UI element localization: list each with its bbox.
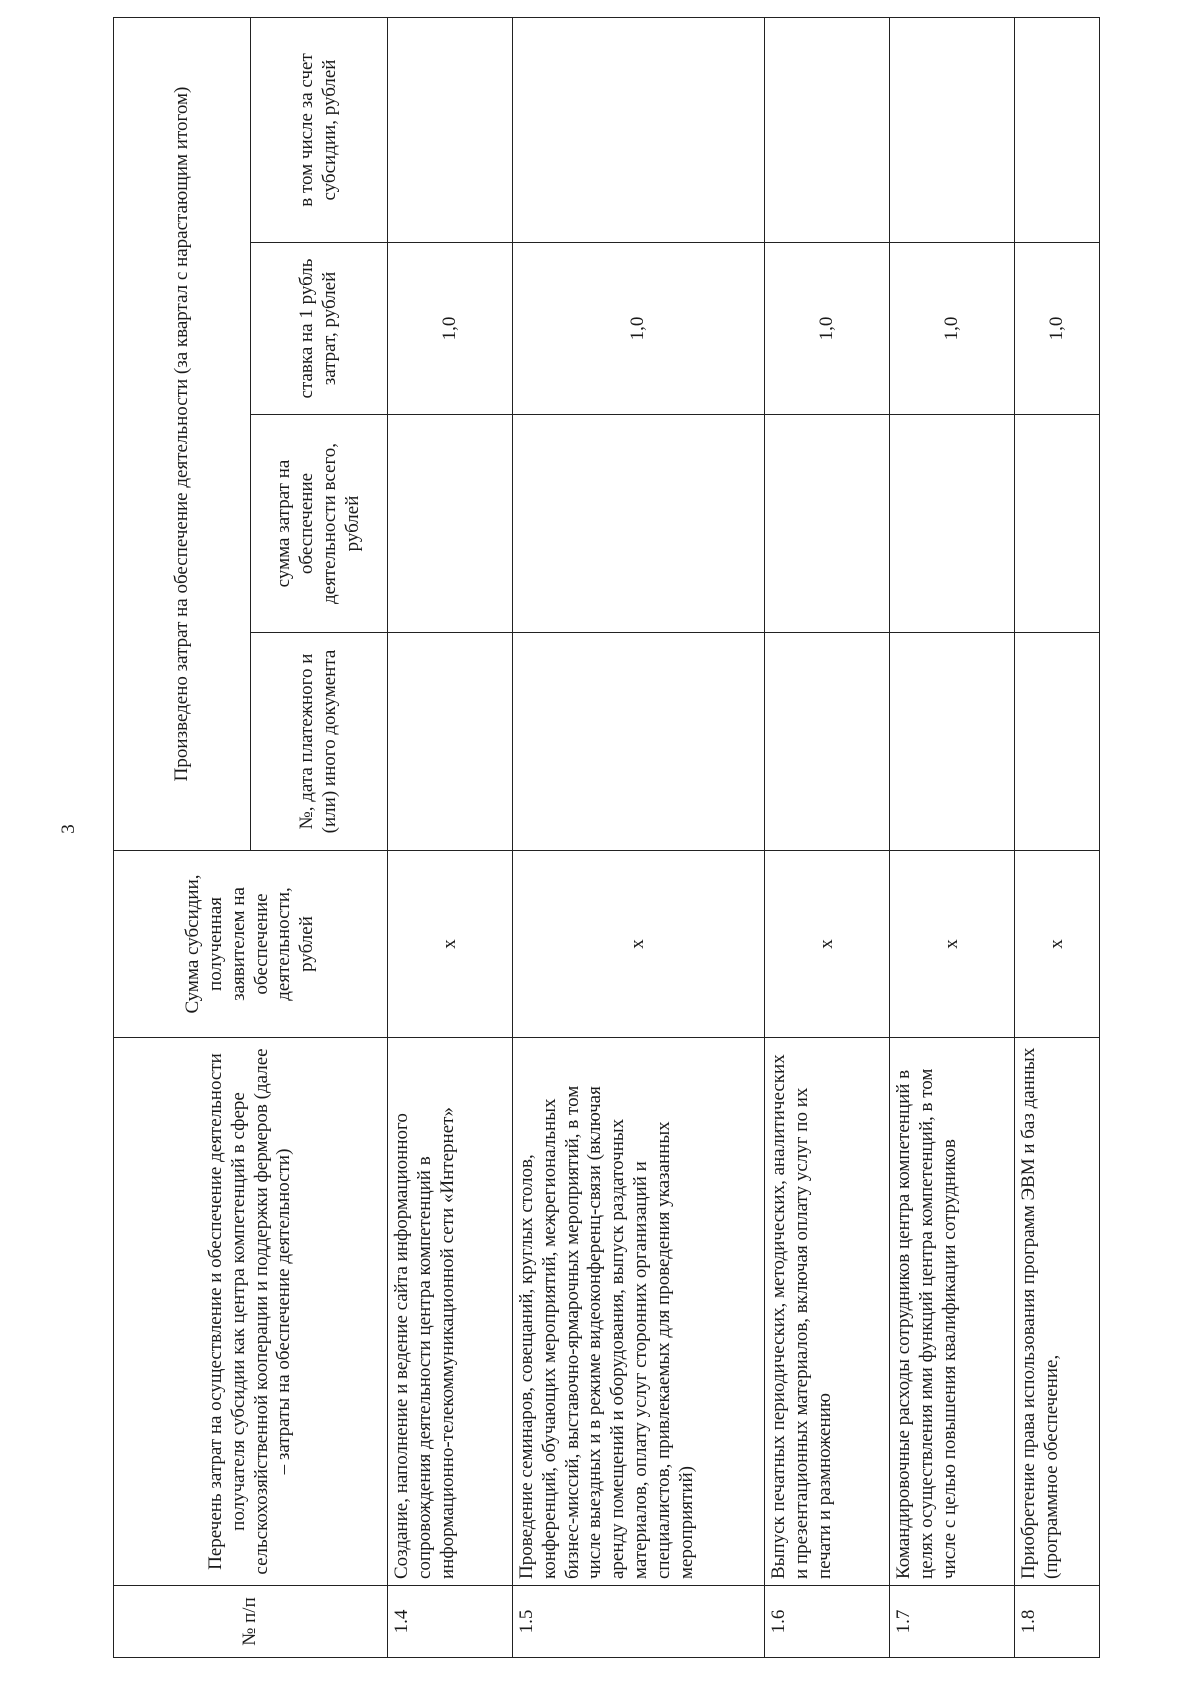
row-num: 1.4 (388, 1586, 513, 1658)
row-incl (890, 18, 1015, 243)
header-row-1 (114, 18, 251, 1658)
row-doc (388, 633, 513, 851)
header-sum: сумма затрат на обеспечение деятельности всего, рублей (251, 415, 388, 633)
row-num: 1.7 (890, 1586, 1015, 1658)
header-rate: ставка на 1 рубль затрат, рублей (251, 243, 388, 415)
header-num: № п/п (114, 1586, 388, 1658)
row-rate: 1,0 (388, 243, 513, 415)
header-doc: №, дата платежного и (или) иного документа (251, 633, 388, 851)
row-sum (765, 415, 890, 633)
header-produced: Произведено затрат на обеспечение деятельности (за квартал с нарастающим итогом) (114, 18, 251, 851)
row-incl (1015, 18, 1100, 243)
expense-table (113, 17, 1100, 1658)
row-num: 1.8 (1015, 1586, 1100, 1658)
row-text: Создание, наполнение и ведение сайта информационного сопровождения деятельности центра компетенций в информационно-телекоммуникационной сети «Интернет» (388, 1038, 513, 1586)
row-subsidy: x (765, 851, 890, 1038)
row-sum (890, 415, 1015, 633)
page-number: 3 (57, 824, 79, 834)
row-text: Командировочные расходы сотрудников центра компетенций в целях осуществления ими функций центра компетенций, в том числе с целью повышения квалификации сотрудников (890, 1038, 1015, 1586)
row-num: 1.6 (765, 1586, 890, 1658)
row-doc (890, 633, 1015, 851)
row-sum (1015, 415, 1100, 633)
row-subsidy: x (1015, 851, 1100, 1038)
row-incl (765, 18, 890, 243)
row-sum (388, 415, 513, 633)
row-rate: 1,0 (1015, 243, 1100, 415)
table-row (765, 18, 890, 1658)
row-rate: 1,0 (765, 243, 890, 415)
row-subsidy: x (513, 851, 765, 1038)
row-sum (513, 415, 765, 633)
row-doc (1015, 633, 1100, 851)
row-text: Приобретение права использования программ ЭВМ и баз данных (программное обеспечение, (1015, 1038, 1100, 1586)
row-doc (513, 633, 765, 851)
table-row (388, 18, 513, 1658)
row-text: Выпуск печатных периодических, методических, аналитических и презентационных материалов, включая оплату услуг по их печати и размножению (765, 1038, 890, 1586)
row-subsidy: x (388, 851, 513, 1038)
row-subsidy: x (890, 851, 1015, 1038)
table-row (890, 18, 1015, 1658)
row-rate: 1,0 (513, 243, 765, 415)
row-num: 1.5 (513, 1586, 765, 1658)
table-row (513, 18, 765, 1658)
header-subsidy: Сумма субсидии, полученная заявителем на обеспечение деятельности, рублей (114, 851, 388, 1038)
header-list: Перечень затрат на осуществление и обеспечение деятельности получателя субсидии как центра компетенций в сфере сельскохозяйственной кооперации и поддержки фермеров (далее – затраты на обеспечение деятельности) (114, 1038, 388, 1586)
row-incl (513, 18, 765, 243)
table-row (1015, 18, 1100, 1658)
rotated-table-wrapper (113, 18, 1067, 1658)
row-incl (388, 18, 513, 243)
row-doc (765, 633, 890, 851)
row-text: Проведение семинаров, совещаний, круглых столов, конференций, обучающих мероприятий, межрегиональных бизнес-миссий, выставочно-ярмарочных мероприятий, в том числе выездных и в режиме видеоконференц-связи (включая аренду помещений и оборудования, выпуск раздаточных материалов, оплату услуг сторонних организаций и специалистов, привлекаемых для проведения указанных мероприятий) (513, 1038, 765, 1586)
header-incl: в том числе за счет субсидии, рублей (251, 18, 388, 243)
row-rate: 1,0 (890, 243, 1015, 415)
